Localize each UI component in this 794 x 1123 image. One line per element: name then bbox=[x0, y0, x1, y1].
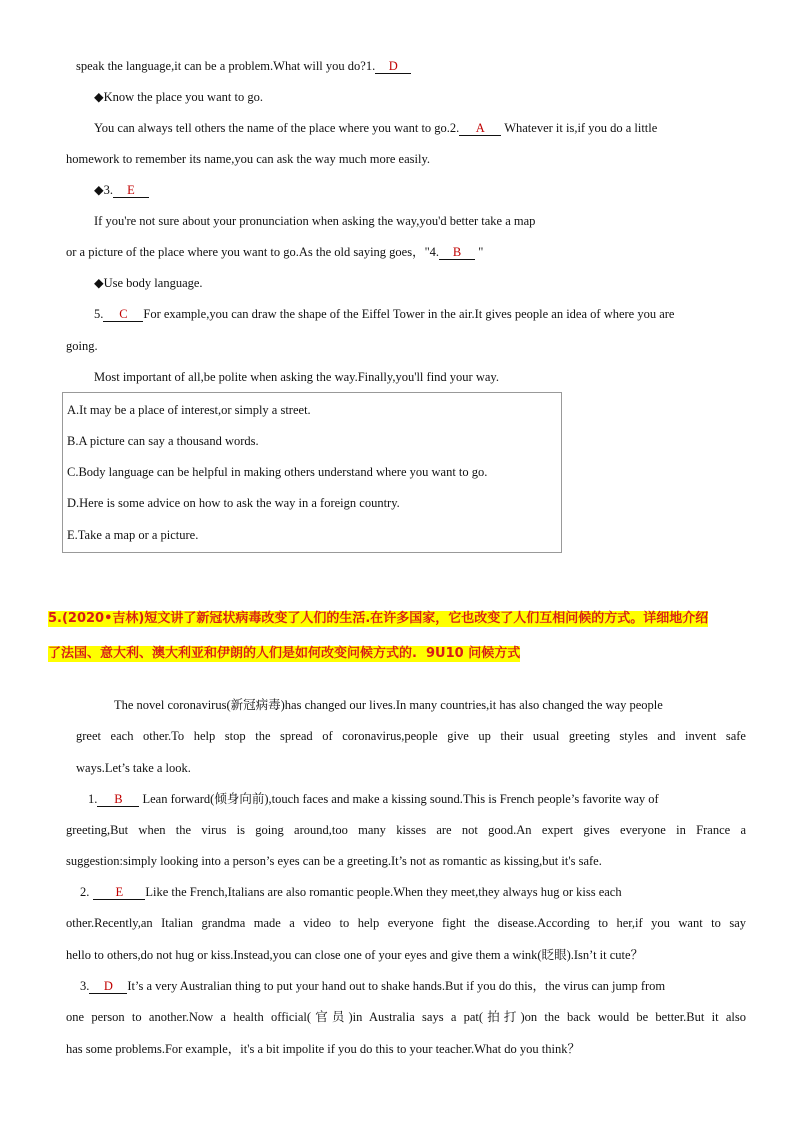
passage1-line1: speak the language,it can be a problem.What will you do?1. D bbox=[76, 58, 411, 74]
options-box bbox=[62, 392, 562, 553]
item3-line2: one person to another.Now a health official(官员)in Australia says a pat(拍打)on the back would be better.But it also bbox=[66, 1010, 746, 1024]
passage1-line6: If you're not sure about your pronunciation when asking the way,you'd better take a map bbox=[94, 214, 536, 228]
item1-line2: greeting,But when the virus is going around,too many kisses are not good.An expert gives everyone in France a bbox=[66, 823, 746, 837]
passage1-line10: going. bbox=[66, 339, 98, 353]
question-heading-line1: 5.(2020•吉林)短文讲了新冠状病毒改变了人们的生活.在许多国家，它也改变了人们互相问候的方式。详细地介绍 bbox=[48, 611, 709, 626]
answer-blank-1: D bbox=[375, 60, 411, 74]
question-heading-line2: 了法国、意大利、澳大利亚和伊朗的人们是如何改变问候方式的. 9U10 问候方式 bbox=[48, 646, 521, 661]
item1-line3: suggestion:simply looking into a person’s eyes can be a greeting.It’s not as romantic as kissing,but it's safe. bbox=[66, 854, 602, 868]
answer-blank-3: E bbox=[113, 184, 149, 198]
passage1-line3: You can always tell others the name of the place where you want to go.2. A Whatever it is,if you do a little bbox=[94, 121, 658, 135]
item2-line3: hello to others,do not hug or kiss.Instead,you can close one of your eyes and give them a wink(眨眼).Isn’t it cute？ bbox=[66, 948, 644, 962]
answer-blank-b1: B bbox=[97, 793, 139, 807]
answer-blank-5: C bbox=[103, 308, 143, 322]
tip-body-language: ◆Use body language. bbox=[94, 276, 203, 290]
passage2-intro-line1: The novel coronavirus(新冠病毒)has changed our lives.In many countries,it has also changed the way people bbox=[114, 698, 663, 712]
tip-know-place: ◆Know the place you want to go. bbox=[94, 90, 263, 104]
answer-blank-b3: D bbox=[89, 980, 127, 994]
item2-line2: other.Recently,an Italian grandma made a video to help everyone fight the disease.According to her,if you want to say bbox=[66, 916, 746, 930]
option-d: D.Here is some advice on how to ask the way in a foreign country. bbox=[67, 496, 400, 510]
answer-blank-2: A bbox=[459, 122, 501, 136]
passage2-intro-line2: greet each other.To help stop the spread of coronavirus,people give up their usual greeting styles and invent safe bbox=[76, 729, 746, 743]
item1-line1: 1. B Lean forward(倾身向前),touch faces and make a kissing sound.This is French people’s favorite way of bbox=[88, 792, 659, 806]
option-e: E.Take a map or a picture. bbox=[67, 528, 199, 542]
option-c: C.Body language can be helpful in making others understand where you want to go. bbox=[67, 465, 488, 479]
answer-blank-b2: E bbox=[93, 886, 145, 900]
question-tag: 9U10 问候方式 bbox=[426, 646, 521, 661]
passage1-line7: or a picture of the place where you want to go.As the old saying goes，"4. B " bbox=[66, 245, 484, 259]
tip-blank-3: ◆3. E bbox=[94, 182, 149, 198]
passage1-line11: Most important of all,be polite when asking the way.Finally,you'll find your way. bbox=[94, 370, 499, 384]
passage2-intro-line3: ways.Let’s take a look. bbox=[76, 761, 191, 775]
passage1-line9: 5. C For example,you can draw the shape of the Eiffel Tower in the air.It gives people an idea of where you are bbox=[94, 307, 675, 321]
passage1-line4: homework to remember its name,you can ask the way much more easily. bbox=[66, 152, 431, 166]
answer-blank-4: B bbox=[439, 246, 475, 260]
item3-line1: 3. D It’s a very Australian thing to put your hand out to shake hands.But if you do this，the virus can jump from bbox=[80, 979, 666, 993]
item3-line3: has some problems.For example，it's a bit impolite if you do this to your teacher.What do you think？ bbox=[66, 1042, 580, 1056]
item2-line1: 2. E Like the French,Italians are also romantic people.When they meet,they always hug or kiss each bbox=[80, 885, 622, 899]
option-a: A.It may be a place of interest,or simply a street. bbox=[67, 403, 311, 417]
option-b: B.A picture can say a thousand words. bbox=[67, 434, 259, 448]
